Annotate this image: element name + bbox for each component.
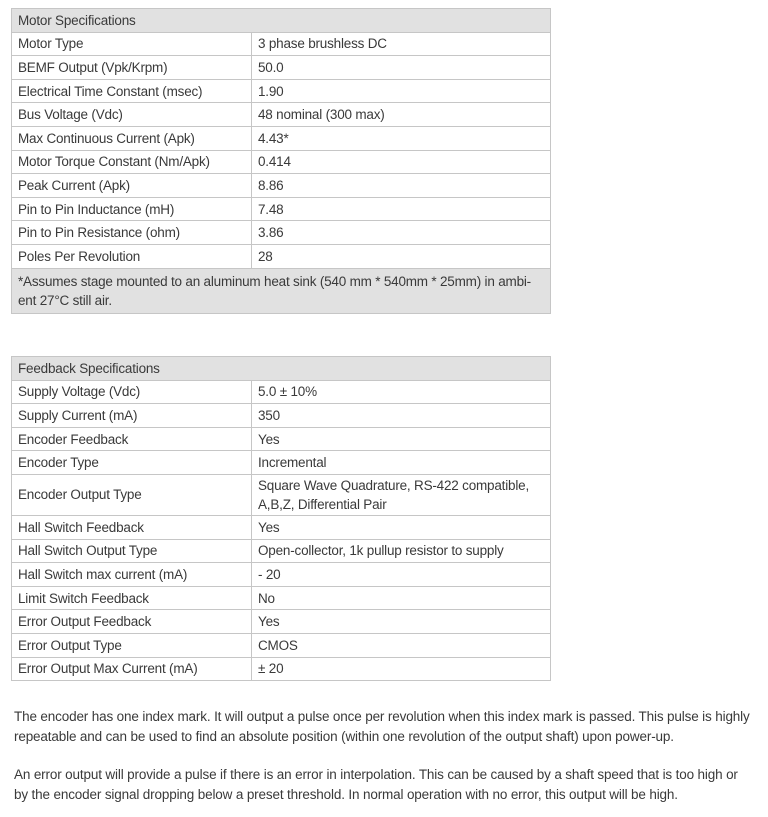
- feedback-table-title: Feedback Specifications: [12, 357, 551, 381]
- spec-label: Error Output Max Current (mA): [12, 657, 252, 681]
- spec-label: Error Output Type: [12, 633, 252, 657]
- spec-label: Max Continuous Current (Apk): [12, 126, 252, 150]
- motor-specifications-table: [11, 8, 551, 314]
- spec-label: Error Output Feedback: [12, 610, 252, 634]
- table-row: [12, 32, 551, 56]
- spec-label: Hall Switch max current (mA): [12, 563, 252, 587]
- spec-value: - 20: [252, 563, 551, 587]
- table-row: [12, 563, 551, 587]
- spec-label: Encoder Feedback: [12, 427, 252, 451]
- spec-label: Electrical Time Constant (msec): [12, 79, 252, 103]
- spec-value: 3.86: [252, 221, 551, 245]
- spec-value: 5.0 ± 10%: [252, 380, 551, 404]
- spec-value: 1.90: [252, 79, 551, 103]
- spec-value: 7.48: [252, 197, 551, 221]
- table-row: [12, 404, 551, 428]
- spec-label: Motor Type: [12, 32, 252, 56]
- table-row: [12, 126, 551, 150]
- spec-value: 0.414: [252, 150, 551, 174]
- spec-label: Peak Current (Apk): [12, 174, 252, 198]
- spec-label: Bus Voltage (Vdc): [12, 103, 252, 127]
- spec-value: Square Wave Quadrature, RS-422 compatible, A,B,Z, Differential Pair: [252, 474, 551, 515]
- table-row: [12, 657, 551, 681]
- spec-value: Open-collector, 1k pullup resistor to supply: [252, 539, 551, 563]
- spec-label: BEMF Output (Vpk/Krpm): [12, 56, 252, 80]
- spec-label: Hall Switch Feedback: [12, 515, 252, 539]
- table-row: [12, 474, 551, 515]
- table-row: [12, 79, 551, 103]
- spec-label: Encoder Type: [12, 451, 252, 475]
- motor-footnote: *Assumes stage mounted to an aluminum heat sink (540 mm * 540mm * 25mm) in ambi-ent 27°C still air.: [12, 268, 551, 313]
- spec-label: Limit Switch Feedback: [12, 586, 252, 610]
- table-row: [12, 380, 551, 404]
- spec-label: Supply Current (mA): [12, 404, 252, 428]
- table-row: [12, 221, 551, 245]
- table-row: [12, 633, 551, 657]
- table-row: [12, 244, 551, 268]
- spec-value: 28: [252, 244, 551, 268]
- table-header-row: [12, 357, 551, 381]
- error-output-paragraph: An error output will provide a pulse if there is an error in interpolation. This can be caused by a shaft speed that is too high or by the encoder signal dropping below a preset threshold. In normal operation with no error, this output will be high.: [14, 767, 738, 802]
- spec-label: Encoder Output Type: [12, 474, 252, 515]
- spec-value: Yes: [252, 427, 551, 451]
- spec-label: Supply Voltage (Vdc): [12, 380, 252, 404]
- spec-label: Poles Per Revolution: [12, 244, 252, 268]
- table-row: [12, 451, 551, 475]
- table-row: [12, 515, 551, 539]
- table-row: [12, 103, 551, 127]
- index-mark-paragraph: The encoder has one index mark. It will output a pulse once per revolution when this index mark is passed. This pulse is highly repeatable and can be used to find an absolute position (within one revolution of the output shaft) upon power-up.: [14, 709, 750, 744]
- feedback-specifications-table: [11, 356, 551, 681]
- table-row: [12, 56, 551, 80]
- spec-value: ± 20: [252, 657, 551, 681]
- table-header-row: [12, 9, 551, 33]
- spec-value: Yes: [252, 515, 551, 539]
- spec-label: Hall Switch Output Type: [12, 539, 252, 563]
- table-row: [12, 610, 551, 634]
- motor-table-title: Motor Specifications: [12, 9, 551, 33]
- table-row: [12, 197, 551, 221]
- spec-label: Pin to Pin Resistance (ohm): [12, 221, 252, 245]
- spec-value: Yes: [252, 610, 551, 634]
- spec-value: 8.86: [252, 174, 551, 198]
- spec-label: Motor Torque Constant (Nm/Apk): [12, 150, 252, 174]
- table-row: [12, 174, 551, 198]
- spec-value: 50.0: [252, 56, 551, 80]
- spec-value: 350: [252, 404, 551, 428]
- spec-value: 4.43*: [252, 126, 551, 150]
- spec-value: 48 nominal (300 max): [252, 103, 551, 127]
- footnote-row: [12, 268, 551, 313]
- spec-value: Incremental: [252, 451, 551, 475]
- table-row: [12, 150, 551, 174]
- spec-value: 3 phase brushless DC: [252, 32, 551, 56]
- table-row: [12, 539, 551, 563]
- table-row: [12, 586, 551, 610]
- spec-value: No: [252, 586, 551, 610]
- spec-value: CMOS: [252, 633, 551, 657]
- table-row: [12, 427, 551, 451]
- spec-label: Pin to Pin Inductance (mH): [12, 197, 252, 221]
